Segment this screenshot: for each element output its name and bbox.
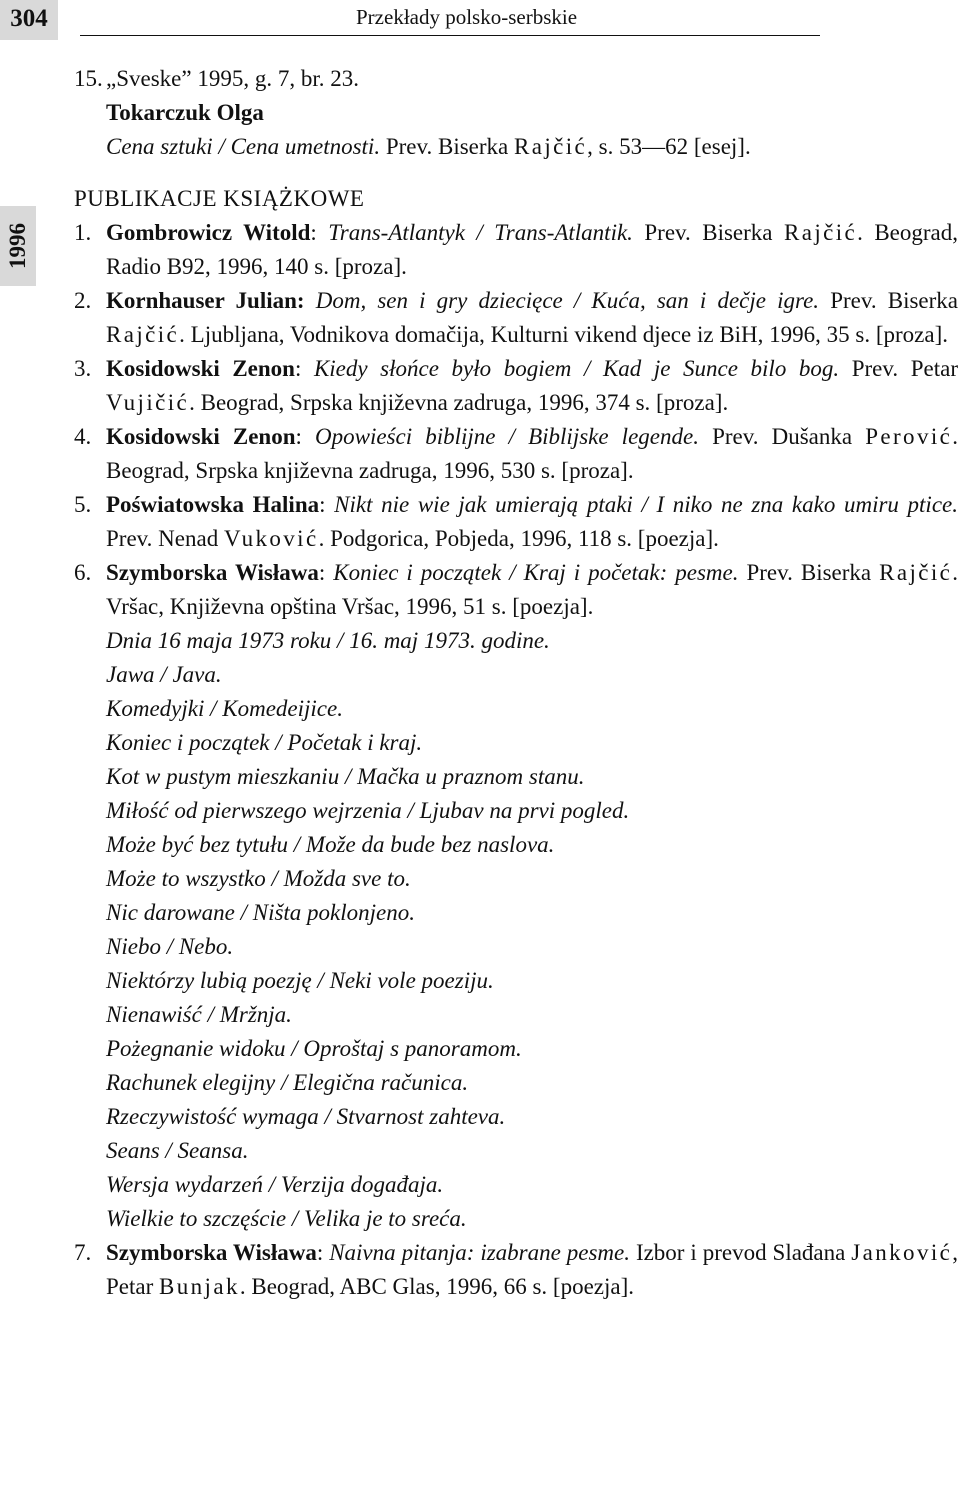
entry-author: Kosidowski Zenon xyxy=(106,356,295,381)
page-header xyxy=(0,0,960,40)
entry-translator: Rajčić xyxy=(879,560,953,585)
work-title: Może to wszystko / Možda sve to. xyxy=(106,866,411,891)
entry-tail: . Ljubljana, Vodnikova domačija, Kulturni vikend djece iz BiH, 1996, 35 s. [proza]. xyxy=(179,322,949,347)
entry-translator: Perović xyxy=(865,424,953,449)
year-label: 1996 xyxy=(5,223,30,269)
entry-author: Kornhauser Julian: xyxy=(106,288,305,313)
entry-prev: Prev. Dušanka xyxy=(712,424,853,449)
entry-mid: , Petar xyxy=(106,1240,958,1299)
entry-title: Cena sztuki / Cena umetnosti. xyxy=(106,134,381,159)
work-title: Niebo / Nebo. xyxy=(106,934,234,959)
entry-source: „Sveske” 1995, g. 7, br. 23. xyxy=(106,66,359,91)
work-title: Koniec i początek / Početak i kraj. xyxy=(106,730,423,755)
entry-title: Trans-Atlantyk / Trans-Atlantik. xyxy=(328,220,633,245)
entry-prev: Prev. Biserka xyxy=(746,560,872,585)
year-tab xyxy=(0,206,36,286)
entry-tail: , s. 53—62 [esej]. xyxy=(587,134,751,159)
work-title: Seans / Seansa. xyxy=(106,1138,249,1163)
entry-colon: : xyxy=(316,1240,324,1265)
entry-author: Kosidowski Zenon xyxy=(106,424,296,449)
entry-author: Gombrowicz Witold xyxy=(106,220,311,245)
work-title: Nienawiść / Mržnja. xyxy=(106,1002,292,1027)
entry-colon: : xyxy=(295,424,302,449)
entry-prev: Prev. Biserka xyxy=(830,288,958,313)
work-title: Rzeczywistość wymaga / Stvarnost zahteva. xyxy=(106,1104,506,1129)
entry-tail: . Beograd, Srpska književna zadruga, 1996, 530 s. [proza]. xyxy=(106,424,958,483)
entry-colon: : xyxy=(318,560,326,585)
entry-translator: Vuković xyxy=(223,526,319,551)
entry-translator: Rajčić xyxy=(783,220,858,245)
entry-prev: Prev. Biserka xyxy=(385,134,509,159)
work-title: Rachunek elegijny / Elegična računica. xyxy=(106,1070,469,1095)
header-rule xyxy=(80,35,820,36)
entry-2 xyxy=(74,284,958,352)
work-title: Jawa / Java. xyxy=(106,662,222,687)
entry-author: Szymborska Wisława xyxy=(106,560,319,585)
entry-prev: Prev. Petar xyxy=(851,356,958,381)
entry-translator: Bunjak xyxy=(159,1274,240,1299)
page-number: 304 xyxy=(0,0,58,40)
entry-title: Kiedy słońce było bogiem / Kad je Sunce bilo bog. xyxy=(313,356,840,381)
work-title: Wielkie to szczęście / Velika je to sreća. xyxy=(106,1206,467,1231)
entry-1 xyxy=(74,216,958,284)
works-list xyxy=(74,624,958,1236)
entry-4 xyxy=(74,420,958,488)
section-heading: PUBLIKACJE KSIĄŻKOWE xyxy=(74,186,365,211)
entry-6 xyxy=(74,556,958,624)
entry-7 xyxy=(74,1236,958,1304)
work-title: Komedyjki / Komedeijice. xyxy=(106,696,343,721)
work-title: Pożegnanie widoku / Oproštaj s panoramom. xyxy=(106,1036,522,1061)
entry-prev: Prev. Biserka xyxy=(644,220,773,245)
entry-number: 15. xyxy=(74,66,103,91)
entry-title: Nikt nie wie jak umierają ptaki / I niko ne zna kako umiru ptice. xyxy=(334,492,958,517)
entry-number: 1. xyxy=(74,220,92,245)
work-title: Może być bez tytułu / Može da bude bez naslova. xyxy=(106,832,555,857)
entry-translator: Rajčić xyxy=(106,322,180,347)
work-title: Miłość od pierwszego wejrzenia / Ljubav na prvi pogled. xyxy=(106,798,630,823)
entry-tail: . Beograd, Srpska književna zadruga, 1996, 374 s. [proza]. xyxy=(189,390,729,415)
entry-colon: : xyxy=(310,220,317,245)
entry-prev: Izbor i prevod Slađana xyxy=(635,1240,846,1265)
entry-number: 7. xyxy=(74,1240,92,1265)
entry-number: 5. xyxy=(74,492,92,517)
entry-number: 3. xyxy=(74,356,92,381)
entry-number: 6. xyxy=(74,560,92,585)
work-title: Kot w pustym mieszkaniu / Mačka u praznom stanu. xyxy=(106,764,585,789)
entry-translator: Janković xyxy=(851,1240,953,1265)
entry-title: Koniec i początek / Kraj i početak: pesme. xyxy=(333,560,739,585)
entry-translator: Rajčić xyxy=(514,134,588,159)
entry-title: Naivna pitanja: izabrane pesme. xyxy=(329,1240,630,1265)
entry-prev: Prev. Nenad xyxy=(106,526,219,551)
work-title: Niektórzy lubią poezję / Neki vole poeziju. xyxy=(106,968,494,993)
entry-title: Opowieści biblijne / Biblijske legende. xyxy=(315,424,699,449)
entry-number: 2. xyxy=(74,288,92,313)
entry-tail: . Podgorica, Pobjeda, 1996, 118 s. [poezja]. xyxy=(318,526,719,551)
entry-title: Dom, sen i gry dziecięce / Kuća, san i dečje igre. xyxy=(315,288,820,313)
work-title: Nic darowane / Ništa poklonjeno. xyxy=(106,900,415,925)
entry-tail: . Vršac, Književna opština Vršac, 1996, 51 s. [poezja]. xyxy=(106,560,959,619)
entry-3 xyxy=(74,352,958,420)
entry-tail: . Beograd, ABC Glas, 1996, 66 s. [poezja]. xyxy=(239,1274,634,1299)
work-title: Wersja wydarzeń / Verzija događaja. xyxy=(106,1172,444,1197)
work-title: Dnia 16 maja 1973 roku / 16. maj 1973. godine. xyxy=(106,628,550,653)
entry-number: 4. xyxy=(74,424,92,449)
entry-tail: . Beograd, Radio B92, 1996, 140 s. [proza]. xyxy=(106,220,958,279)
entry-colon: : xyxy=(319,492,326,517)
running-title: Przekłady polsko-serbskie xyxy=(356,5,578,29)
entry-colon: : xyxy=(294,356,302,381)
entry-author: Poświatowska Halina xyxy=(106,492,320,517)
entry-author: Tokarczuk Olga xyxy=(106,100,264,125)
entry-5 xyxy=(74,488,958,556)
bibliography-content xyxy=(74,62,958,1304)
entry-15 xyxy=(74,62,958,164)
entry-translator: Vujičić xyxy=(106,390,190,415)
entry-author: Szymborska Wisława xyxy=(106,1240,317,1265)
